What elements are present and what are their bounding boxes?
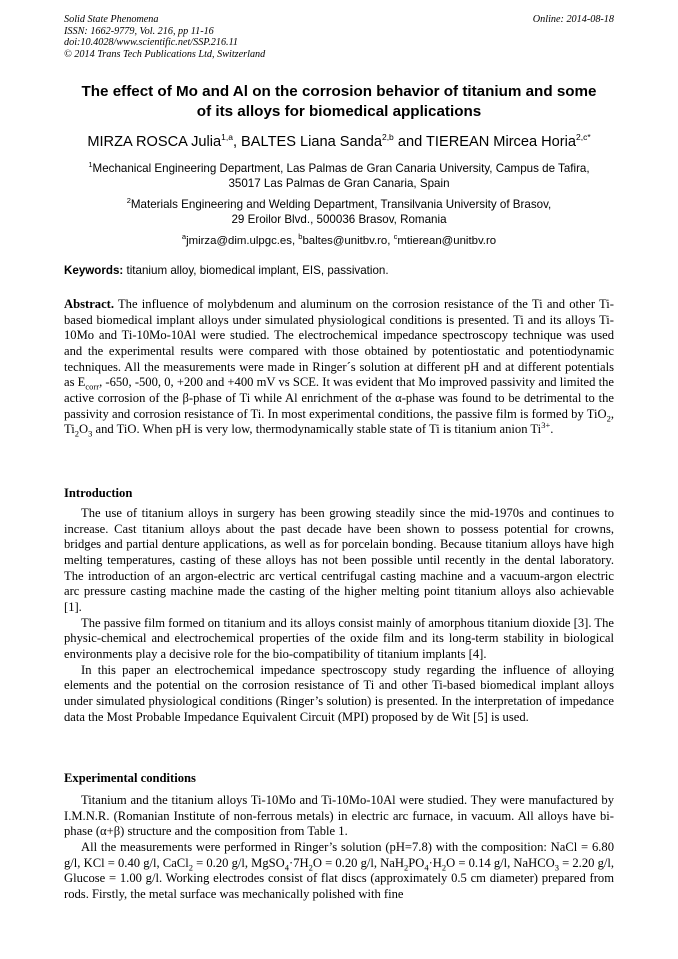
introduction-paragraph-2: The passive film formed on titanium and its alloys consist mainly of amorphous titanium dioxide [3]. The physic-chemical and electrochemical properties of the oxide film and its long-term stability in biological environments play a decisive role for the bio-compatibility of titanium implants [4].	[64, 615, 614, 661]
exp-sub-3: 2	[308, 862, 313, 873]
author-2: , BALTES Liana Sanda	[232, 133, 382, 150]
exp-sub-2: 4	[284, 862, 290, 873]
experimental-paragraph-1: Titanium and the titanium alloys Ti-10Mo and Ti-10Mo-10Al were studied. They were manufactured by I.M.N.R. (Romanian Institute of non-ferrous metals) in electric arc furnace, in vacuum. All alloys have bi-phase (α+β) structure and the composition from Table 1.	[64, 793, 614, 839]
keywords	[64, 263, 614, 278]
affiliation-1-line-2: 35017 Las Palmas de Gran Canaria, Spain	[228, 176, 450, 190]
email-b-mark: b	[298, 232, 303, 241]
author-3-affil: 2,c*	[576, 132, 591, 142]
email-c[interactable]: mtierean@unitbv.ro	[397, 234, 497, 247]
exp-sub-5: 4	[424, 862, 429, 873]
journal-copyright: © 2014 Trans Tech Publications Ltd, Switzerland	[64, 48, 266, 60]
affiliation-2	[50, 193, 628, 227]
introduction-heading: Introduction	[64, 486, 133, 500]
author-1: MIRZA ROSCA Julia	[87, 133, 222, 150]
affiliation-2-mark: 2	[126, 196, 131, 205]
email-a-mark: a	[181, 232, 187, 241]
introduction-paragraph-3: In this paper an electrochemical impedance spectroscopy study regarding the influence of alloying elements and the potential on the corrosion resistance of Ti and other Ti-based biomedical implant alloys under simulated physiological conditions (Ringer’s solution) is presented. In the interpretation of impedance data the Most Probable Impedance Equivalent Circuit (MPI) proposed by de Wit [5] is used.	[64, 662, 614, 724]
abstract-text-2: , -650, -500, 0, +200 and +400 mV vs SCE. It was evident that Mo improved passivity and limited the active corrosion of the β-phase of Ti while Al enrichment of the α-phase was found to be detrimental to the passivity and corrosion resistance of Ti. In most experimental conditions, the passive film is formed by TiO	[64, 375, 614, 421]
online-date: Online: 2014-08-18	[532, 14, 614, 25]
exp-sub-7: 3	[554, 862, 559, 873]
exp-text-c: ·7H	[289, 855, 309, 870]
email-c-mark: c	[393, 232, 398, 241]
affiliation-1-line-1: Mechanical Engineering Department, Las Palmas de Gran Canaria University, Campus de Tafira,	[92, 161, 590, 175]
email-a[interactable]: jmirza@dim.ulpgc.es,	[186, 234, 299, 247]
abstract-sub-corr: corr	[85, 381, 100, 392]
exp-text-g: O = 0.14 g/l, NaHCO	[446, 855, 555, 870]
exp-text-d: O = 0.20 g/l, NaH	[312, 855, 404, 870]
abstract-text-1: The influence of molybdenum and aluminum on the corrosion resistance of the Ti and other Ti-based biomedical implant alloys under simulated physiological conditions is presented. Ti and its alloys Ti-10Mo and Ti-10Mo-10Al were studied. The electrochemical impedance spectroscopy technique was used and the experimental results were compared with those obtained by potentiostatic and potentiodynamic techniques. All the measurements were made in Ringer´s solution at different pH and at different potentials as E	[64, 297, 614, 390]
abstract-text-3: , Ti	[64, 406, 614, 437]
journal-name: Solid State Phenomena	[64, 14, 159, 25]
email-b[interactable]: baltes@unitbv.ro,	[302, 234, 394, 247]
exp-text-h: = 2.20 g/l, Glucose = 1.00 g/l. Working electrodes consist of flat discs (approximately 0.5 cm diameter) prepared from rods. Firstly, the metal surface was mechanically polished with fine	[64, 855, 615, 901]
author-3: and TIEREAN Mircea Horia	[393, 133, 577, 150]
experimental-body	[64, 793, 614, 903]
abstract	[64, 297, 614, 438]
experimental-heading: Experimental conditions	[64, 771, 196, 785]
title-line-2: of its alloys for biomedical applications	[196, 103, 482, 120]
affiliation-2-line-1: Materials Engineering and Welding Department, Transilvania University of Brasov,	[130, 197, 552, 211]
abstract-sub-2a: 2	[606, 413, 611, 424]
journal-header	[64, 14, 265, 60]
affiliation-2-line-2: 29 Eroilor Blvd., 500036 Brasov, Romania	[231, 212, 447, 226]
author-1-affil: 1,a	[221, 132, 233, 142]
experimental-paragraph-2	[64, 840, 614, 903]
author-2-affil: 2,b	[381, 132, 394, 142]
exp-text-f: ·H	[428, 855, 442, 870]
keywords-label: Keywords:	[64, 264, 124, 277]
exp-text-b: = 0.20 g/l, MgSO	[192, 855, 285, 870]
author-emails	[50, 230, 628, 248]
keywords-text: titanium alloy, biomedical implant, EIS, passivation.	[123, 264, 389, 277]
introduction-body	[64, 506, 614, 725]
abstract-text-5: and TiO. When pH is very low, thermodynamically stable state of Ti is titanium anion Ti	[92, 422, 542, 437]
exp-sub-4: 2	[403, 862, 409, 873]
abstract-label: Abstract.	[64, 297, 115, 311]
journal-doi: doi:10.4028/www.scientific.net/SSP.216.11	[64, 37, 239, 49]
exp-text-e: PO	[408, 855, 425, 870]
introduction-paragraph-1: The use of titanium alloys in surgery has been growing steadily since the mid-1970s and continues to increase. Cast titanium alloys about the past decade have been shown to possess potential for crowns, bridges and partial denture applications, as well as for porcelain bonding. Because titanium alloys have high melting temperatures, casting of these alloys has not been possible until recently in the dental laboratory. The introduction of an argon-electric arc vertical centrifugal casting machine and a vacuum-argon electric arc pressure casting machine made the casting of the higher melting point titanium alloys also achievable [1].	[64, 506, 614, 614]
affiliation-1-mark: 1	[88, 160, 93, 169]
exp-text-a: All the measurements were performed in Ringer’s solution (pH=7.8) with the composition: NaCl = 6.80 g/l, KCl = 0.40 g/l, CaCl	[64, 839, 614, 870]
exp-sub-1: 2	[188, 862, 193, 873]
abstract-sub-2b: 2	[74, 428, 79, 439]
title-line-1: The effect of Mo and Al on the corrosion behavior of titanium and some	[81, 83, 597, 100]
abstract-text-6: .	[550, 422, 554, 437]
abstract-sup-3plus: 3+	[541, 420, 551, 431]
exp-sub-6: 2	[441, 862, 447, 873]
author-list	[40, 128, 638, 151]
paper-title	[60, 82, 618, 122]
abstract-sub-3: 3	[88, 428, 93, 439]
journal-issn: ISSN: 1662-9779, Vol. 216, pp 11-16	[64, 25, 214, 37]
affiliation-1	[50, 157, 628, 191]
abstract-text-4: O	[79, 422, 89, 437]
